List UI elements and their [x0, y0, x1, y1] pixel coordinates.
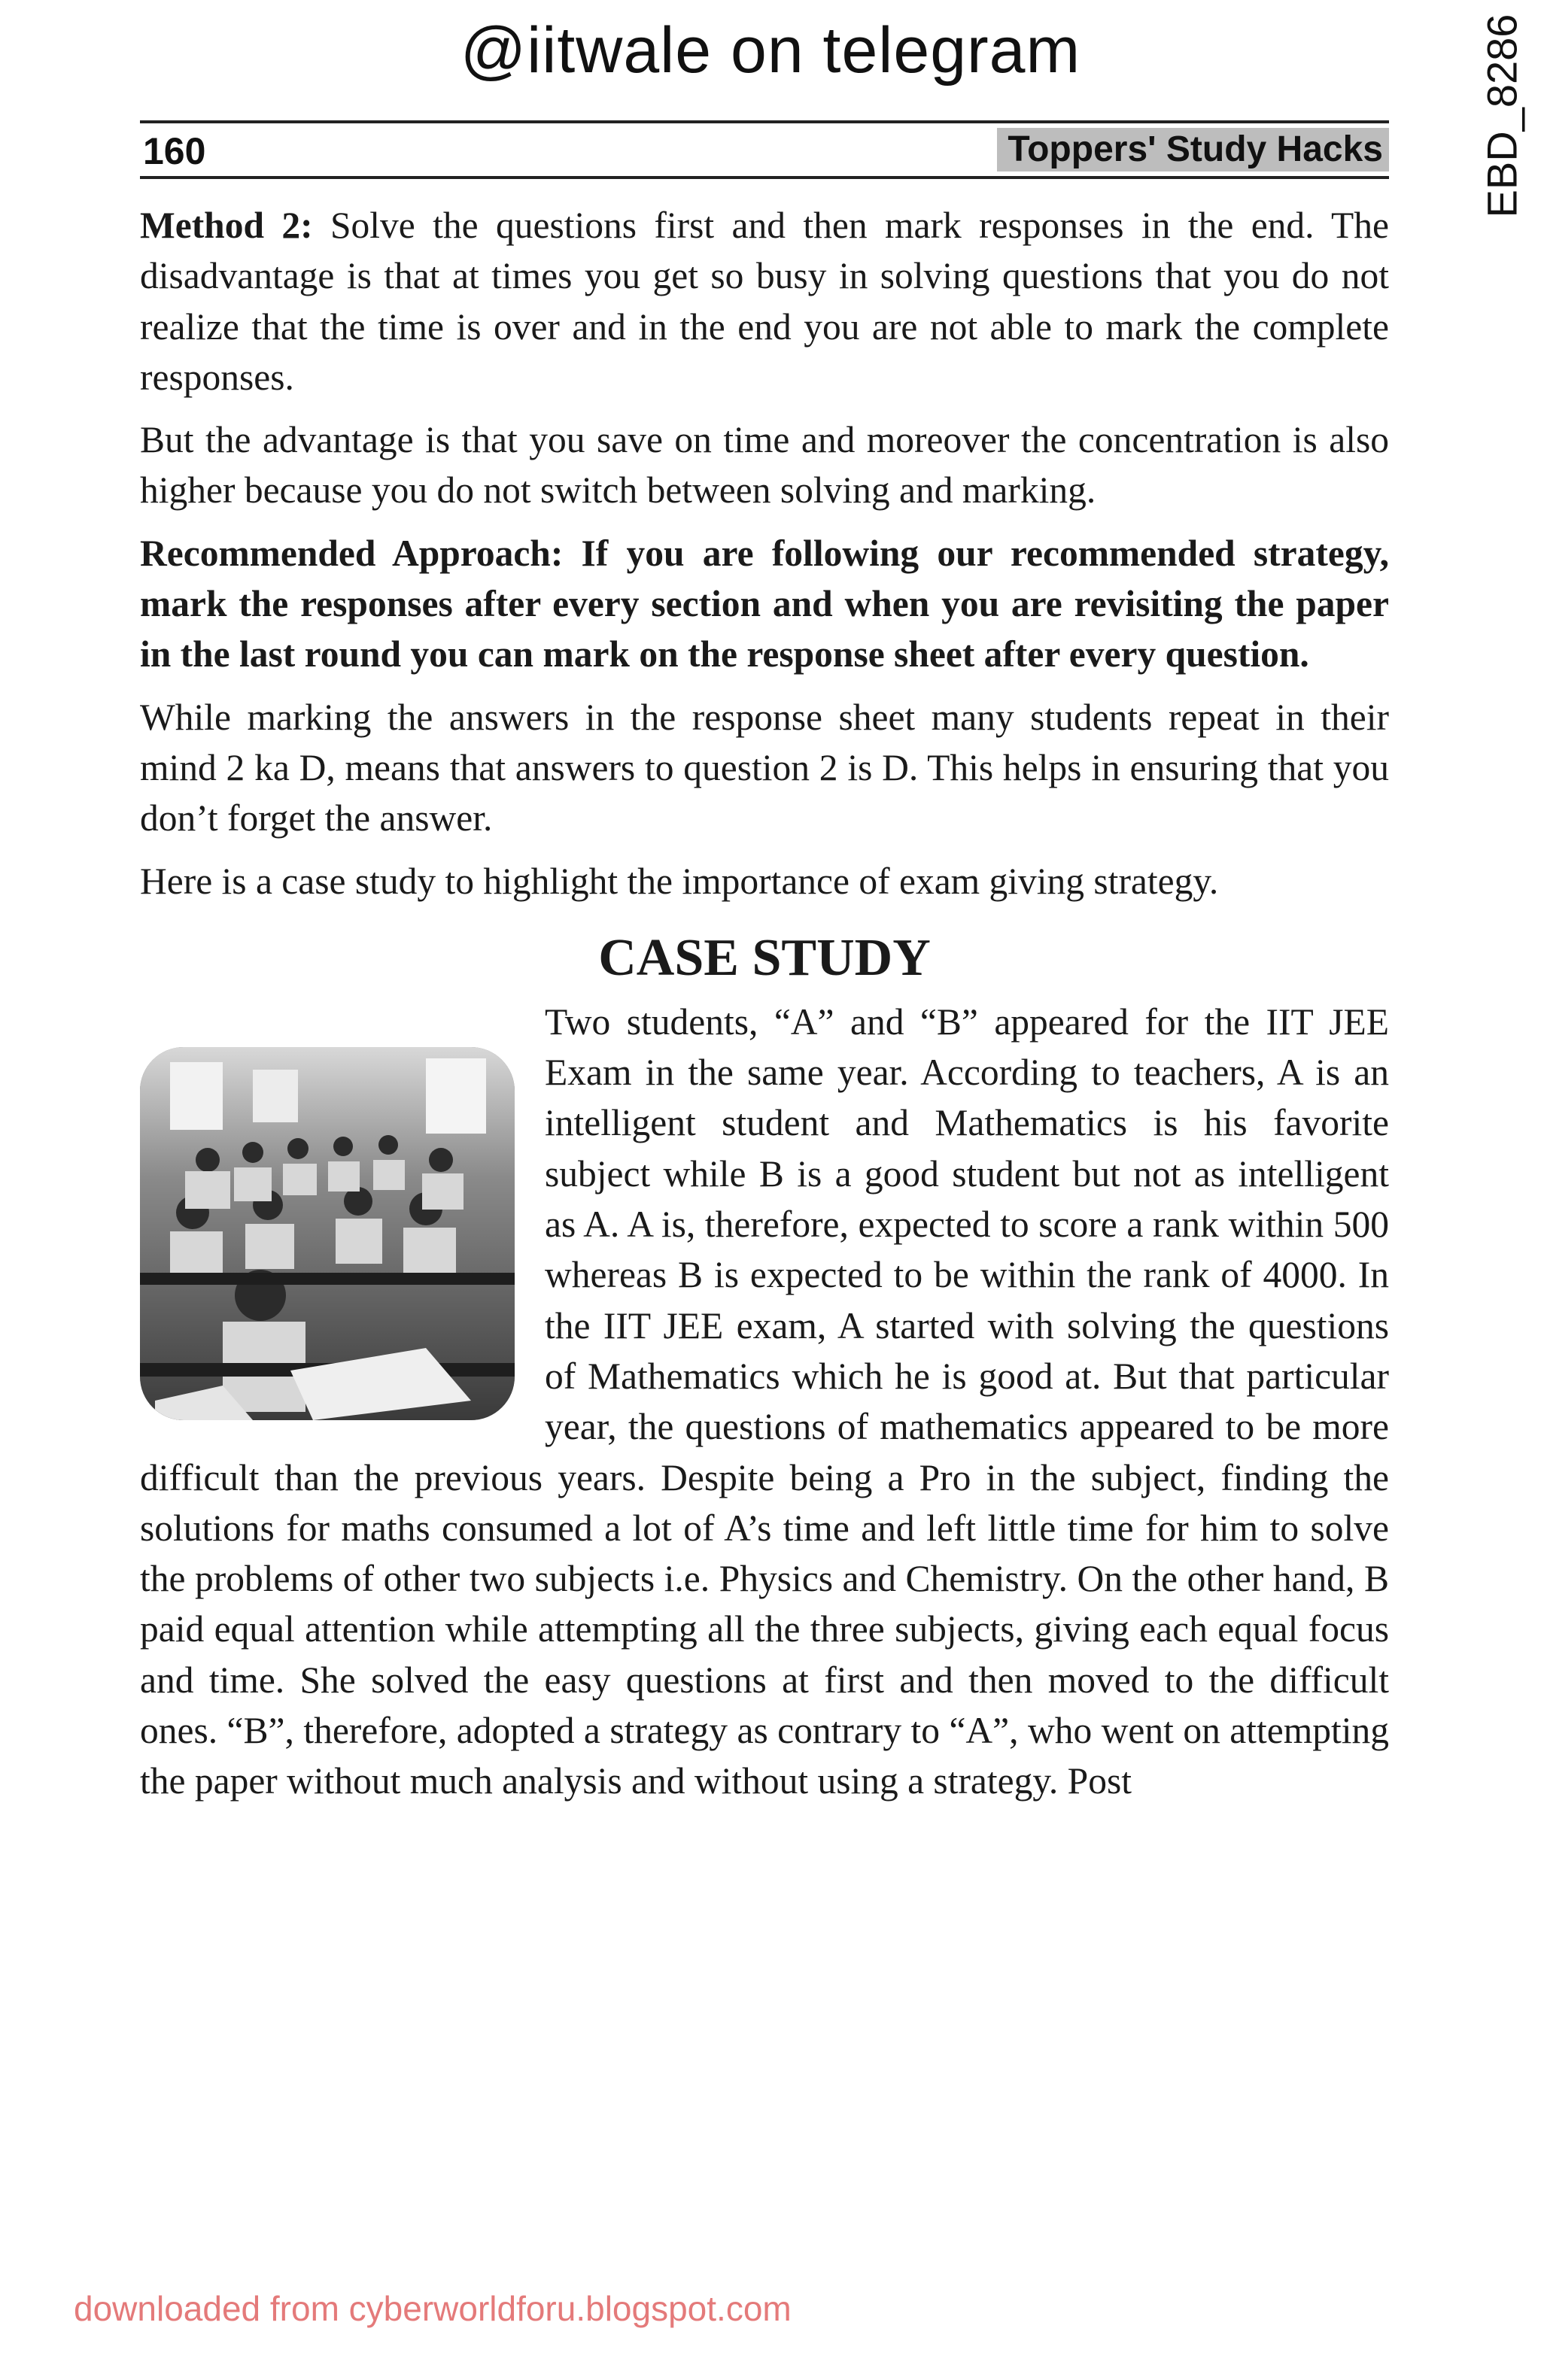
exam-hall-photo — [140, 1047, 515, 1420]
method2-paragraph — [140, 200, 1389, 402]
method2-label: Method 2: — [140, 205, 313, 246]
page-number: 160 — [143, 130, 206, 172]
exam-hall-photo-frame — [140, 1047, 515, 1423]
advantage-paragraph: But the advantage is that you save on time and moreover the concentration is also higher because you do not switch between solving and marking. — [140, 419, 1389, 512]
recommended-approach: Recommended Approach: If you are following our recommended strategy, mark the responses after every section and when you are revisiting the paper in the last round you can mark on the response sheet after every question. — [140, 532, 1389, 675]
exam-hall-illustration — [140, 1047, 515, 1420]
running-head — [140, 120, 1389, 179]
case-study-paragraph — [140, 997, 1389, 1807]
case-intro-paragraph: Here is a case study to highlight the importance of exam giving strategy. — [140, 860, 1219, 902]
method2-text: Solve the questions first and then mark responses in the end. The disadvantage is that at times you get so busy in solving questions that you do not realize that the time is over and in the end you are not able to mark the complete responses. — [140, 205, 1389, 398]
case-study-text: Two students, “A” and “B” appeared for the IIT JEE Exam in the same year. According to teachers, A is an intelligent student and Mathematics is his favorite subject while B is a good student but not as intelligent as A. A is, therefore, expected to score a rank within 500 whereas B is expected to be within the rank of 4000. In the IIT JEE exam, A started with solving the questions of Mathematics which he is good at. But that particular year, the questions of mathematics appeared to be more difficult than the previous years. Despite being a Pro in the subject, finding the solutions for maths consumed a lot of A’s time and left little time for him to solve the problems of other two subjects i.e. Physics and Chemistry. On the other hand, B paid equal attention while attempting all the three subjects, giving each equal focus and time. She solved the easy questions at first and then moved to the difficult ones. “B”, therefore, adopted a strategy as contrary to “A”, who went on attempting the paper without much analysis and without using a strategy. Post — [140, 1000, 1389, 1802]
book-title: Toppers' Study Hacks — [997, 128, 1389, 172]
marking-paragraph: While marking the answers in the response sheet many students repeat in their mind 2 ka D, means that answers to question 2 is D. This helps in ensuring that you don’t forget the answer. — [140, 696, 1389, 839]
side-code — [1470, 3, 1533, 229]
download-source-link[interactable]: downloaded from cyberworldforu.blogspot.com — [74, 2289, 792, 2328]
case-study-heading: CASE STUDY — [598, 928, 931, 987]
page-content — [140, 200, 1389, 1819]
side-code-text: EBD_8286 — [1478, 14, 1526, 218]
telegram-watermark: @iitwale on telegram — [460, 14, 1081, 87]
